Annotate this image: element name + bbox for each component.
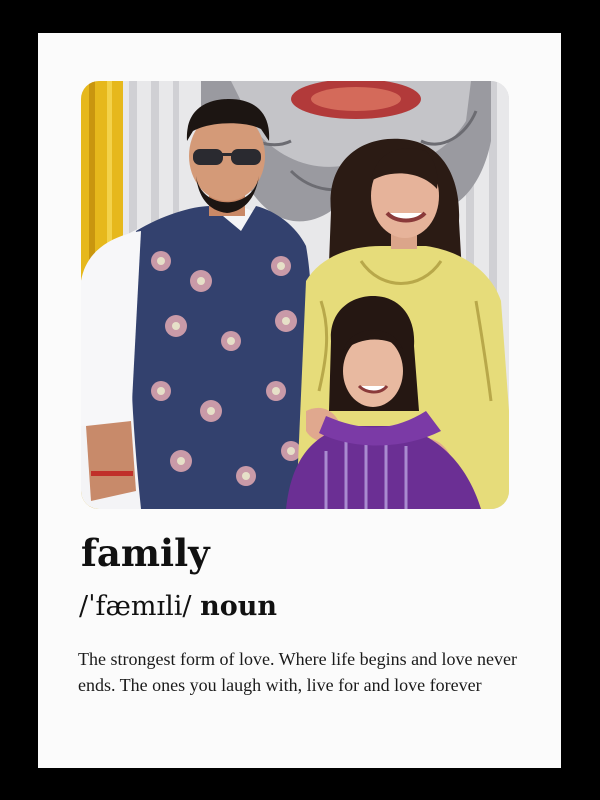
headword: family — [81, 531, 210, 575]
pronunciation: /ˈfæmɪli/ — [79, 591, 192, 622]
definition-card — [38, 33, 561, 768]
part-of-speech: noun — [200, 591, 277, 622]
family-portrait-illustration — [81, 81, 509, 509]
definition-text: The strongest form of love. Where life begins and love never ends. The ones you laugh with, live for and love forever — [78, 649, 518, 695]
family-photo — [81, 81, 509, 509]
pronunciation-line — [79, 589, 277, 625]
